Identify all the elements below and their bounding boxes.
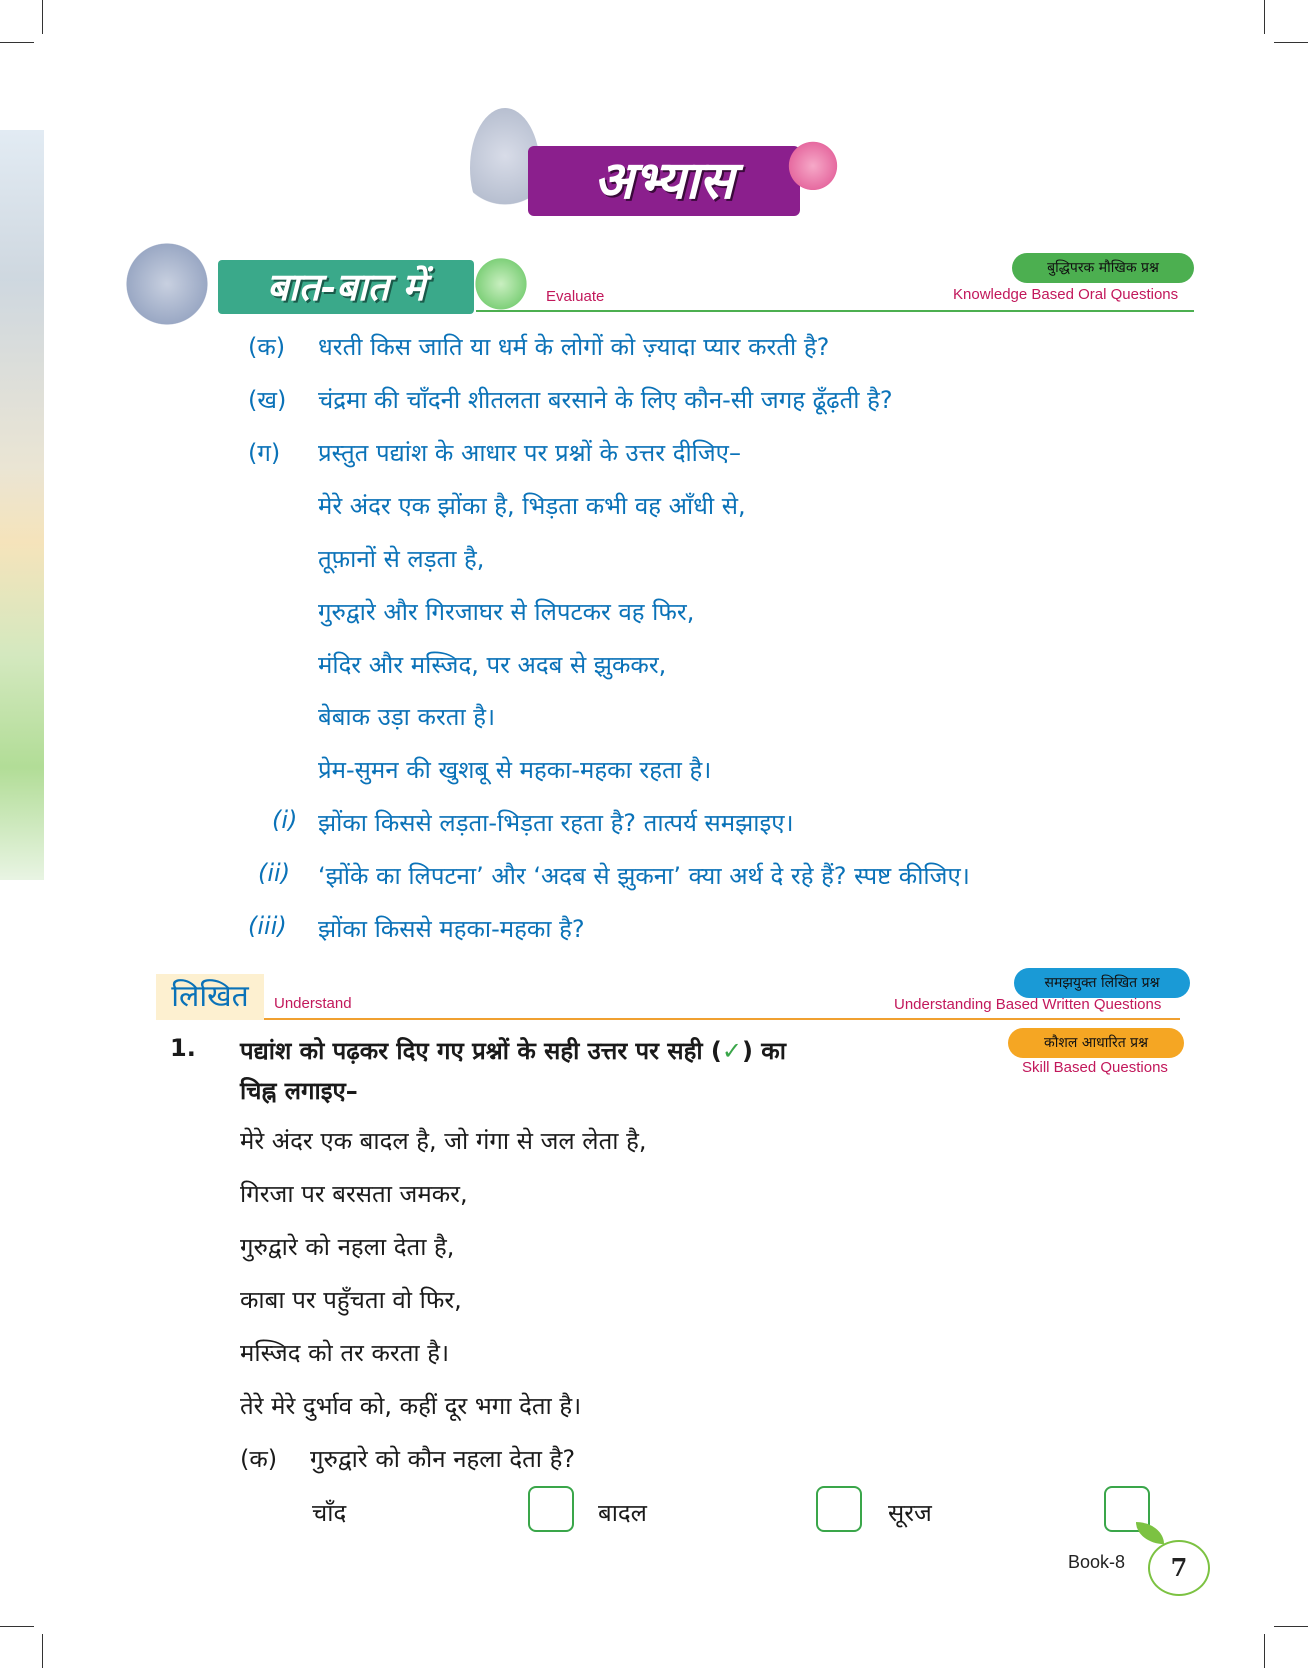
written-section-title: लिखित	[156, 974, 264, 1020]
option-label: चाँद	[312, 1499, 347, 1527]
oral-section-title: बात-बात में	[218, 260, 474, 314]
sub-question-label: (ii)	[258, 859, 291, 887]
poem-line: तूफ़ानों से लड़ता है,	[318, 545, 485, 573]
question-label: (ग)	[248, 439, 281, 467]
side-illustration	[0, 130, 44, 880]
written-level-label: Understand	[274, 995, 352, 1012]
crop-mark	[0, 1626, 34, 1627]
poem-line: गिरजा पर बरसता जमकर,	[240, 1180, 468, 1208]
sub-question-label: (i)	[272, 806, 298, 834]
pencil-mascot-icon	[470, 256, 532, 318]
poem-line: काबा पर पहुँचता वो फिर,	[240, 1286, 462, 1314]
question-heading-text: पद्यांश को पढ़कर दिए गए प्रश्नों के सही उत्तर पर सही (	[240, 1037, 722, 1065]
poem-line: मेरे अंदर एक झोंका है, भिड़ता कभी वह आँधी से,	[318, 492, 746, 520]
sub-question-label: (iii)	[248, 912, 287, 940]
written-section-rule	[264, 1018, 1180, 1020]
option-label: सूरज	[888, 1499, 932, 1527]
question-text: धरती किस जाति या धर्म के लोगों को ज़्यादा प्यार करती है?	[318, 333, 830, 361]
skill-tag-english: Skill Based Questions	[1022, 1059, 1168, 1076]
oral-tag-english: Knowledge Based Oral Questions	[953, 286, 1179, 303]
poem-line: तेरे मेरे दुर्भाव को, कहीं दूर भगा देता है।	[240, 1392, 582, 1420]
oral-level-label: Evaluate	[546, 288, 605, 305]
book-label: Book-8	[1068, 1552, 1126, 1572]
crop-mark	[0, 42, 34, 43]
poem-line: मेरे अंदर एक बादल है, जो गंगा से जल लेता है,	[240, 1127, 647, 1155]
rabbits-mascot-icon	[112, 236, 222, 332]
pencil-mascot-icon	[786, 138, 840, 200]
crop-mark	[42, 0, 43, 34]
oral-tag-hindi: बुद्धिपरक मौखिक प्रश्न	[1012, 253, 1194, 283]
question-text: चंद्रमा की चाँदनी शीतलता बरसाने के लिए कौन-सी जगह ढूँढ़ती है?	[318, 386, 893, 414]
poem-line: प्रेम-सुमन की खुशबू से महका-महका रहता है।	[318, 756, 712, 784]
sub-question-text: ‘झोंके का लिपटना’ और ‘अदब से झुकना’ क्या अर्थ दे रहे हैं? स्पष्ट कीजिए।	[318, 862, 970, 890]
sub-question-label: (क)	[240, 1445, 278, 1473]
option-checkbox[interactable]	[816, 1486, 862, 1532]
question-text: प्रस्तुत पद्यांश के आधार पर प्रश्नों के उत्तर दीजिए–	[318, 439, 741, 467]
option-label: बादल	[598, 1499, 647, 1527]
crop-mark	[42, 1634, 43, 1668]
crop-mark	[1264, 1634, 1265, 1668]
exercise-banner: अभ्यास	[528, 146, 800, 216]
poem-line: गुरुद्वारे और गिरजाघर से लिपटकर वह फिर,	[318, 598, 695, 626]
question-heading-line2: चिह्न लगाइए–	[240, 1077, 358, 1105]
sub-question-text: गुरुद्वारे को कौन नहला देता है?	[310, 1445, 576, 1473]
skill-tag-hindi: कौशल आधारित प्रश्न	[1008, 1028, 1184, 1058]
poem-line: मंदिर और मस्जिद, पर अदब से झुककर,	[318, 651, 667, 679]
poem-line: गुरुद्वारे को नहला देता है,	[240, 1233, 455, 1261]
crop-mark	[1264, 0, 1265, 34]
oral-section-rule	[476, 310, 1194, 312]
written-tag-hindi: समझयुक्त लिखित प्रश्न	[1014, 968, 1190, 998]
question-number: 1.	[170, 1034, 196, 1062]
check-mark-icon: ✓	[721, 1037, 742, 1065]
poem-line: मस्जिद को तर करता है।	[240, 1339, 450, 1367]
written-tag-english: Understanding Based Written Questions	[894, 996, 1162, 1013]
leaf-icon	[1136, 1522, 1164, 1544]
question-heading	[240, 1034, 786, 1067]
question-label: (क)	[248, 333, 286, 361]
option-checkbox[interactable]	[528, 1486, 574, 1532]
crop-mark	[1274, 42, 1308, 43]
question-heading-text: ) का	[741, 1037, 786, 1065]
page-number: 7	[1148, 1540, 1210, 1596]
sub-question-text: झोंका किससे महका-महका है?	[318, 915, 585, 943]
sub-question-text: झोंका किससे लड़ता-भिड़ता रहता है? तात्पर्य समझाइए।	[318, 809, 794, 837]
question-label: (ख)	[248, 386, 287, 414]
crop-mark	[1274, 1626, 1308, 1627]
poem-line: बेबाक उड़ा करता है।	[318, 703, 496, 731]
